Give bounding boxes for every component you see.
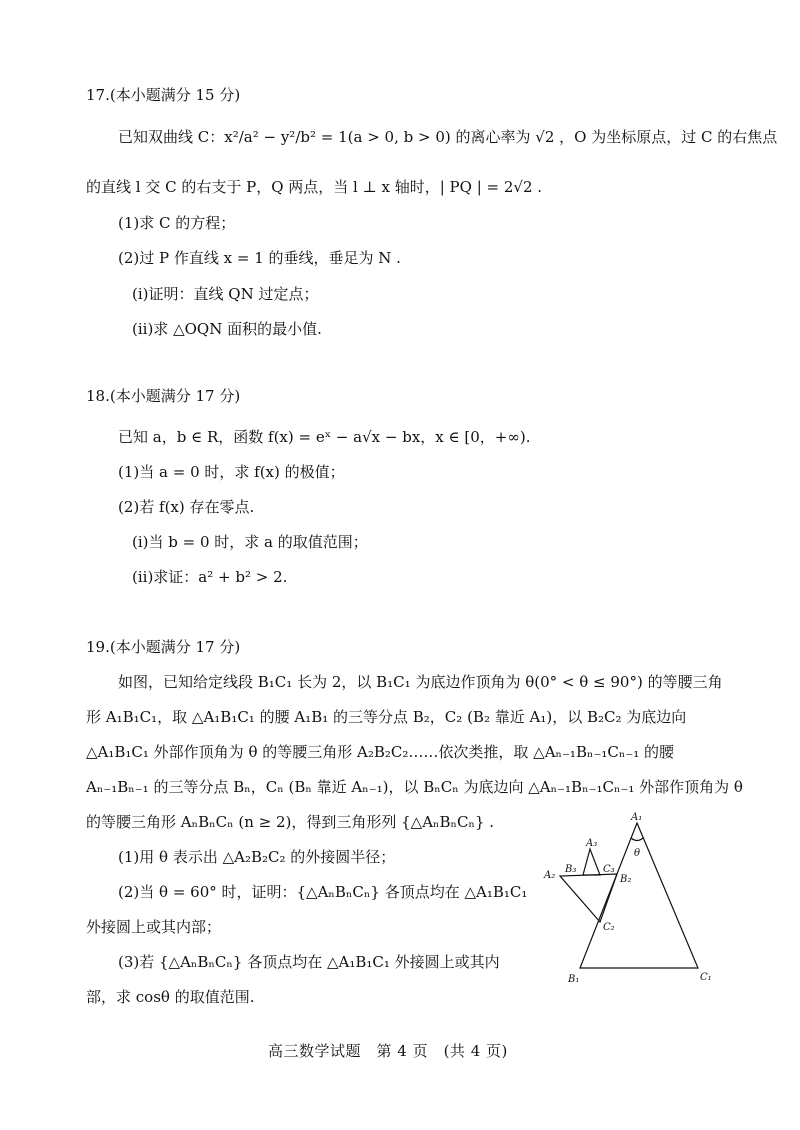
triangle-sequence-figure [530, 810, 730, 985]
q19-part-3-b: 部，求 cosθ 的取值范围. [86, 988, 255, 1006]
triangle-a2b2c2 [560, 874, 617, 922]
theta-arc [631, 838, 643, 841]
page-footer: 高三数学试题 第 4 页 (共 4 页) [268, 1042, 508, 1060]
q17-part-1: (1)求 C 的方程； [118, 214, 236, 232]
q18-part-2-i: (i)当 b = 0 时，求 a 的取值范围； [132, 533, 368, 551]
q19-part-2-a: (2)当 θ = 60° 时，证明：{△AₙBₙCₙ} 各顶点均在 △A₁B₁C₁ [118, 883, 528, 901]
q18-part-2-ii: (ii)求证：a² + b² > 2. [132, 568, 288, 586]
q19-part-1: (1)用 θ 表示出 △A₂B₂C₂ 的外接圆半径； [118, 848, 396, 866]
label-b1: B₁ [568, 974, 580, 985]
label-c3: C₃ [603, 864, 615, 875]
label-b3: B₃ [565, 864, 577, 875]
label-a2: A₂ [544, 870, 556, 881]
q18-part-1: (1)当 a = 0 时，求 f(x) 的极值； [118, 463, 345, 481]
label-a3: A₃ [586, 838, 598, 849]
q19-heading: 19.(本小题满分 17 分) [86, 638, 241, 656]
q17-part-2-i: (i)证明：直线 QN 过定点； [132, 285, 319, 303]
triangle-a3b3c3 [583, 849, 600, 875]
label-a1: A₁ [631, 812, 643, 823]
q17-line-2: 的直线 l 交 C 的右支于 P，Q 两点，当 l ⊥ x 轴时，| PQ | = 2√2 . [86, 178, 543, 196]
label-b2: B₂ [620, 874, 632, 885]
q19-part-3-a: (3)若 {△AₙBₙCₙ} 各顶点均在 △A₁B₁C₁ 外接圆上或其内 [118, 953, 500, 971]
label-theta: θ [634, 848, 641, 859]
label-c2: C₂ [603, 922, 615, 933]
q19-part-2-b: 外接圆上或其内部； [86, 918, 222, 936]
triangle-a1b1c1 [580, 823, 698, 968]
label-c1: C₁ [700, 972, 712, 983]
q18-part-2: (2)若 f(x) 存在零点. [118, 498, 255, 516]
q19-line-3: △A₁B₁C₁ 外部作顶角为 θ 的等腰三角形 A₂B₂C₂……依次类推，取 △Aₙ₋₁Bₙ₋₁Cₙ₋₁ 的腰 [86, 743, 675, 761]
q17-line-1: 已知双曲线 C：x²/a² − y²/b² = 1(a > 0, b > 0) 的离心率为 √2 ，O 为坐标原点，过 C 的右焦点 [118, 128, 778, 146]
q17-part-2: (2)过 P 作直线 x = 1 的垂线，垂足为 N . [118, 249, 401, 267]
q19-line-5: 的等腰三角形 AₙBₙCₙ (n ≥ 2)，得到三角形列 {△AₙBₙCₙ} . [86, 813, 495, 831]
q19-line-1: 如图，已知给定线段 B₁C₁ 长为 2，以 B₁C₁ 为底边作顶角为 θ(0° < θ ≤ 90°) 的等腰三角 [118, 673, 723, 691]
q17-heading: 17.(本小题满分 15 分) [86, 86, 241, 104]
q18-line-1: 已知 a，b ∈ R，函数 f(x) = eˣ − a√x − bx，x ∈ [0，+∞). [118, 428, 531, 446]
q17-part-2-ii: (ii)求 △OQN 面积的最小值. [132, 320, 322, 338]
q18-heading: 18.(本小题满分 17 分) [86, 387, 241, 405]
q19-line-2: 形 A₁B₁C₁，取 △A₁B₁C₁ 的腰 A₁B₁ 的三等分点 B₂，C₂ (B₂ 靠近 A₁)，以 B₂C₂ 为底边向 [86, 708, 687, 726]
q19-line-4: Aₙ₋₁Bₙ₋₁ 的三等分点 Bₙ，Cₙ (Bₙ 靠近 Aₙ₋₁)，以 BₙCₙ 为底边向 △Aₙ₋₁Bₙ₋₁Cₙ₋₁ 外部作顶角为 θ [86, 778, 743, 796]
